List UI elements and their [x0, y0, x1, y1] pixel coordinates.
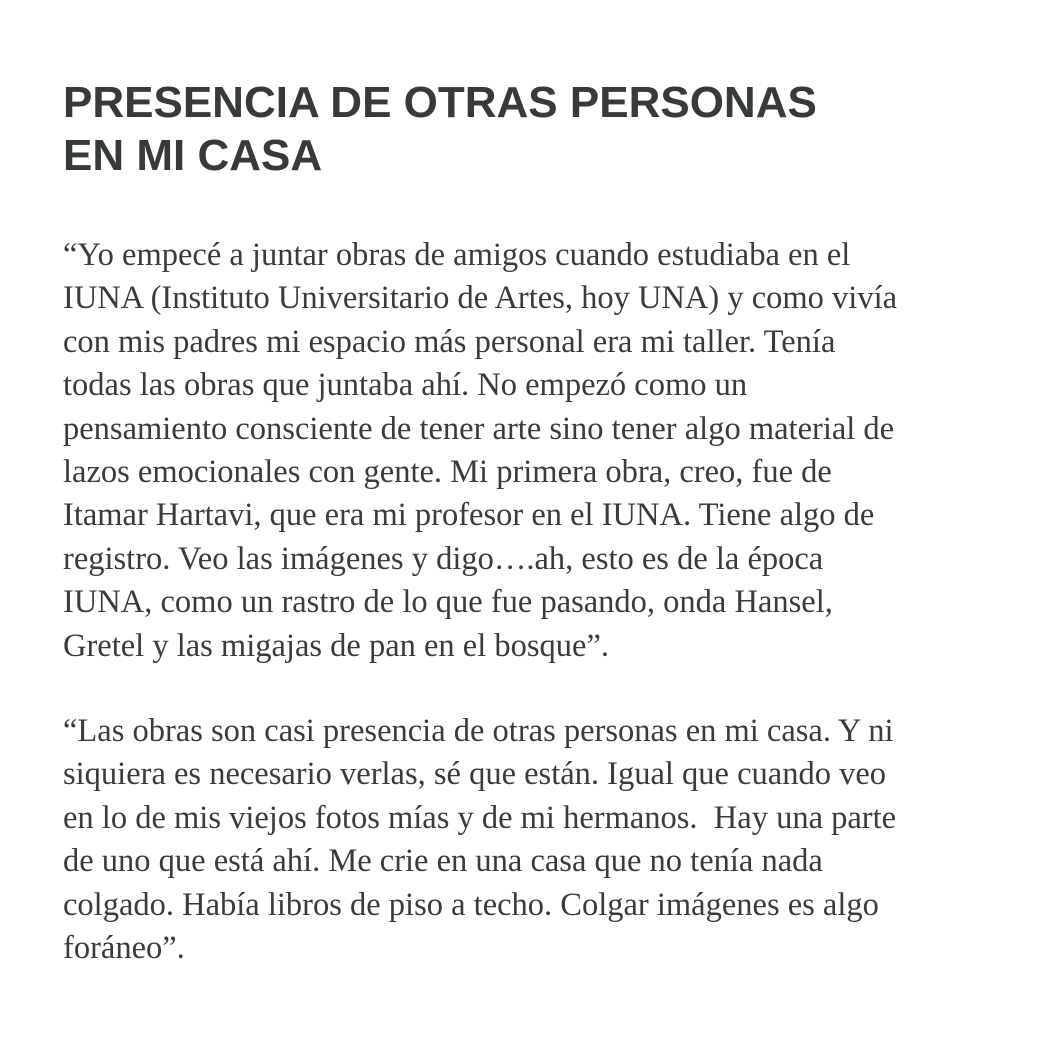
quote-line: con mis padres mi espacio más personal era mi taller. Tenía [63, 323, 836, 360]
quote-line: Gretel y las migajas de pan en el bosque”. [63, 627, 609, 664]
page-title [63, 76, 1013, 182]
quote-line: pensamiento consciente de tener arte sino tener algo material de [63, 410, 895, 447]
quote-line: colgado. Había libros de piso a techo. Colgar imágenes es algo [63, 886, 879, 923]
quote-line: Itamar Hartavi, que era mi profesor en el IUNA. Tiene algo de [63, 497, 875, 534]
quote-line: IUNA, como un rastro de lo que fue pasando, onda Hansel, [63, 584, 833, 621]
quote-line: todas las obras que juntaba ahí. No empezó como un [63, 367, 748, 404]
quote-paragraph-1 [63, 234, 1013, 668]
quote-line: en lo de mis viejos fotos mías y de mi hermanos. Hay una parte [63, 799, 897, 836]
quote-line: foráneo”. [63, 930, 185, 967]
quote-line: siquiera es necesario verlas, sé que están. Igual que cuando veo [63, 756, 887, 793]
quote-paragraph-2 [63, 710, 1013, 970]
quote-line: “Yo empecé a juntar obras de amigos cuando estudiaba en el [63, 237, 851, 273]
article [63, 76, 1013, 971]
quote-line: IUNA (Instituto Universitario de Artes, hoy UNA) y como vivía [63, 280, 898, 317]
title-line: PRESENCIA DE OTRAS PERSONAS [63, 78, 817, 127]
quote-line: lazos emocionales con gente. Mi primera obra, creo, fue de [63, 454, 832, 491]
quote-line: “Las obras son casi presencia de otras personas en mi casa. Y ni [63, 713, 894, 750]
quote-line: registro. Veo las imágenes y digo….ah, esto es de la época [63, 540, 824, 577]
title-line: EN MI CASA [63, 131, 323, 180]
quote-line: de uno que está ahí. Me crie en una casa que no tenía nada [63, 843, 823, 880]
